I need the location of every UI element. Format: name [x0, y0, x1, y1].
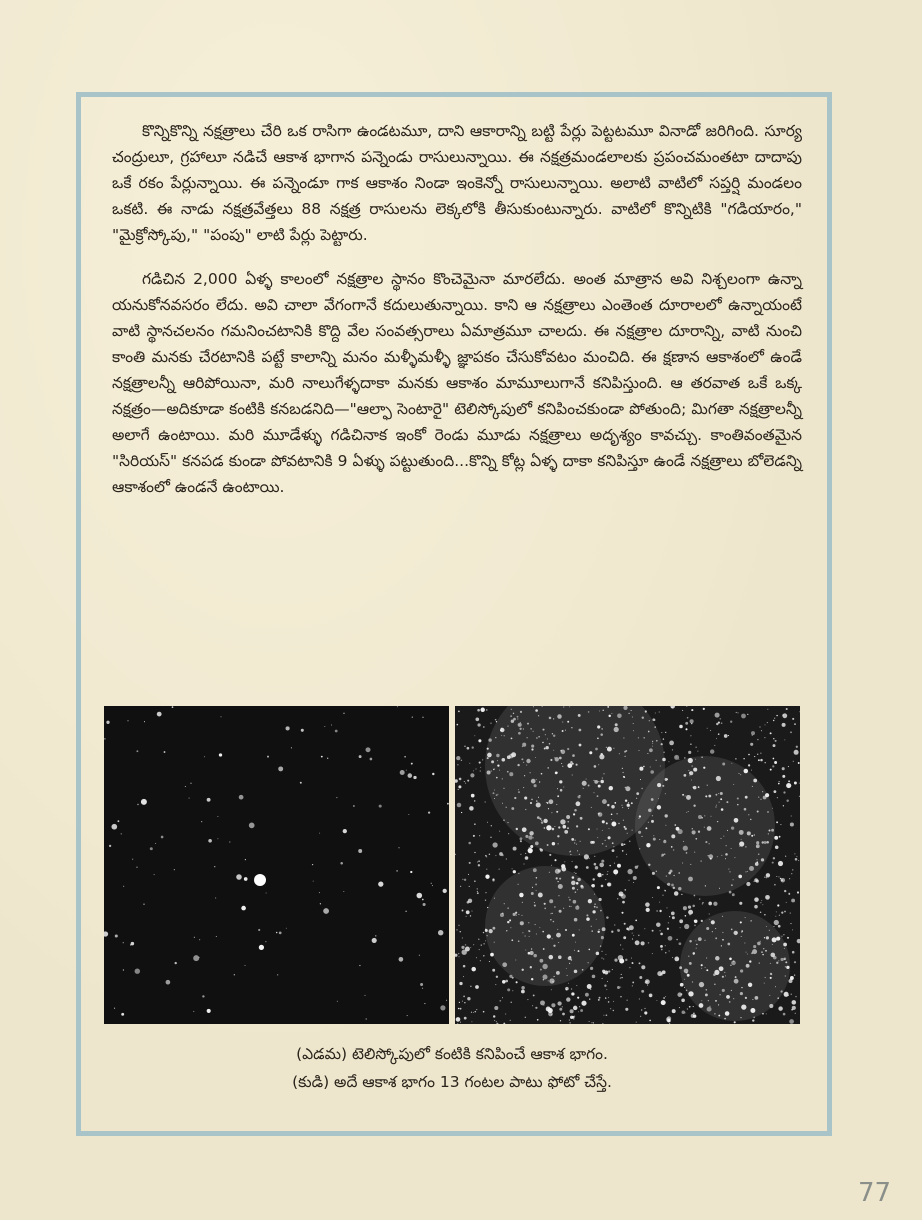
- paragraph-2: గడిచిన 2,000 ఏళ్ళ కాలంలో నక్షత్రాల స్థానం కొంచెమైనా మారలేదు. అంత మాత్రాన అవి నిశ్చలంగా ఉన్నా యనుకోనవసరం లేదు. అవి చాలా వేగంగానే కదులుతున్నాయి. కాని ఆ నక్షత్రాలు ఎంతెంత దూరాలలో ఉన్నాయంటే వాటి స్థానచలనం గమనించటానికి కొద్ది వేల సంవత్సరాలు ఏమాత్రమూ చాలదు. ఈ నక్షత్రాల దూరాన్ని, వాటి నుంచి కాంతి మనకు చేరటానికి పట్టే కాలాన్ని మనం మళ్ళీమళ్ళీ జ్ఞాపకం చేసుకోవటం మంచిది. ఈ క్షణాన ఆకాశంలో ఉండే నక్షత్రాలన్నీ ఆరిపోయినా, మరి నాలుగేళ్ళదాకా మనకు ఆకాశం మామూలుగానే కనిపిస్తుంది. ఆ తరవాత ఒకే ఒక్క నక్షత్రం—అదికూడా కంటికి కనబడనిది—"ఆల్ఫా సెంటారై" టెలిస్కోపులో కనిపించకుండా పోతుంది; మిగతా నక్షత్రాలన్నీ అలాగే ఉంటాయి. మరి మూడేళ్ళు గడిచినాక ఇంకో రెండు మూడు నక్షత్రాలు అదృశ్యం కావచ్చు. కాంతివంతమైన "సిరియస్" కనపడ కుండా పోవటానికి 9 ఏళ్ళు పట్టుతుంది...కొన్ని కోట్ల ఏళ్ళ దాకా కనిపిస్తూ ఉండే నక్షత్రాలు బోలెడన్ని ఆకాశంలో ఉండనే ఉంటాయి.: [112, 270, 802, 496]
- photo-right-long-exposure: [455, 706, 800, 1024]
- page-number: 77: [858, 1178, 892, 1208]
- body-text: [112, 118, 802, 518]
- photo-left-telescope-view: [104, 706, 449, 1024]
- paragraph-1: కొన్నికొన్ని నక్షత్రాలు చేరి ఒక రాసిగా ఉండటమూ, దాని ఆకారాన్ని బట్టి పేర్లు పెట్టటమూ వినాడో జరిగింది. సూర్య చంద్రులూ, గ్రహాలూ నడిచే ఆకాశ భాగాన పన్నెండు రాసులున్నాయి. ఈ నక్షత్రమండలాలకు ప్రపంచమంతటా దాదాపు ఒకే రకం పేర్లున్నాయి. ఈ పన్నెండూ గాక ఆకాశం నిండా ఇంకెన్నో రాసులున్నాయి. అలాటి వాటిలో సప్తర్షి మండలం ఒకటి. ఈ నాడు నక్షత్రవేత్తలు 88 నక్షత్ర రాసులను లెక్కలోకి తీసుకుంటున్నారు. వాటిలో కొన్నిటికి "గడియారం," "మైక్రోస్కోపు," "పంపు" లాటి పేర్లు పెట్టారు.: [112, 122, 802, 244]
- photo-caption: [104, 1040, 800, 1096]
- caption-line-left: (ఎడమ) టెలిస్కోపులో కంటికి కనిపించే ఆకాశ భాగం.: [296, 1045, 608, 1063]
- photo-pair: [104, 706, 800, 1024]
- caption-line-right: (కుడి) అదే ఆకాశ భాగం 13 గంటల పాటు ఫోటో చేస్తే.: [292, 1073, 612, 1091]
